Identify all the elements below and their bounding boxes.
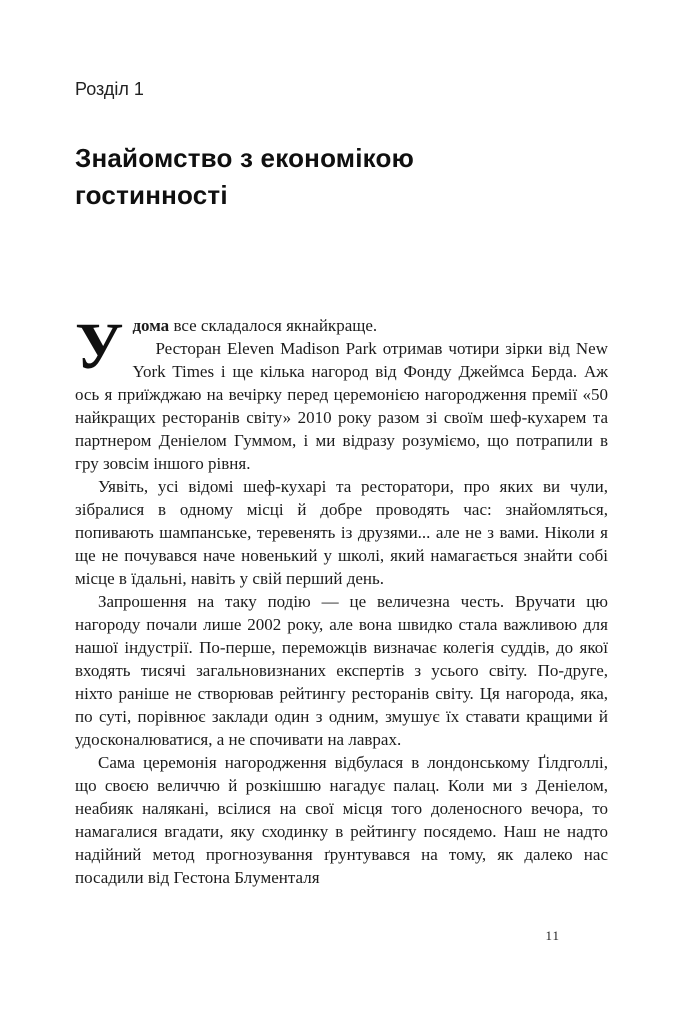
paragraph-1: [75, 314, 608, 337]
page-title: Знайомство з економікою гостинності: [75, 143, 415, 210]
page-number: 11: [545, 928, 560, 943]
dropcap-letter: У: [75, 310, 124, 383]
paragraph-1-lead: дома: [132, 316, 170, 335]
body-text: [75, 310, 608, 889]
paragraph-4: Запрошення на таку подію — це величезна честь. Вручати цю нагороду почали лише 2002 року, але вона швидко стала важливою для нашої індустрії. По-перше, переможців визначає колегія суддів, до якої входять тисячі загальновизнаних експертів з усього світу. По-друге, ніхто раніше не створював рейтингу ресторанів світу. Ця нагорода, яка, по суті, порівнює заклади один з одним, змушує їх ставати кращими й удосконалюватися, а не спочивати на лаврах.: [75, 592, 608, 749]
paragraph-1-rest: все складалося якнайкраще.: [169, 316, 378, 335]
page-content: [75, 78, 608, 889]
paragraph-2: Ресторан Eleven Madison Park отримав чотири зірки від New York Times і ще кілька нагород від Фонду Джеймса Берда. Аж ось я приїжджаю на вечірку перед церемонією нагородження премії «50 найкращих ресторанів світу» 2010 року разом зі своїм шеф-кухарем та партнером Деніелом Гуммом, і ми відразу розуміємо, що потрапили в гру зовсім іншого рівня.: [75, 339, 608, 473]
paragraph-5: Сама церемонія нагородження відбулася в лондонському Ґілдголлі, що своєю величчю й розкішшю нагадує палац. Коли ми з Деніелом, неабияк налякані, всілися на свої місця того доленосного вечора, то намагалися вгадати, яку сходинку в рейтингу посядемо. Наш не надто надійний метод прогнозування ґрунтувався на тому, як далеко нас посадили від Гестона Блументаля: [75, 753, 608, 887]
paragraph-3: Уявіть, усі відомі шеф-кухарі та ресторатори, про яких ви чули, зібралися в одному місці й добре проводять час: знайомляться, попивають шампанське, теревенять із друзями... але не з вами. Ніколи я ще не почувався наче новенький у школі, який намагається знайти собі місце в їдальні, навіть у свій перший день.: [75, 477, 608, 588]
chapter-label: Розділ 1: [75, 79, 144, 99]
